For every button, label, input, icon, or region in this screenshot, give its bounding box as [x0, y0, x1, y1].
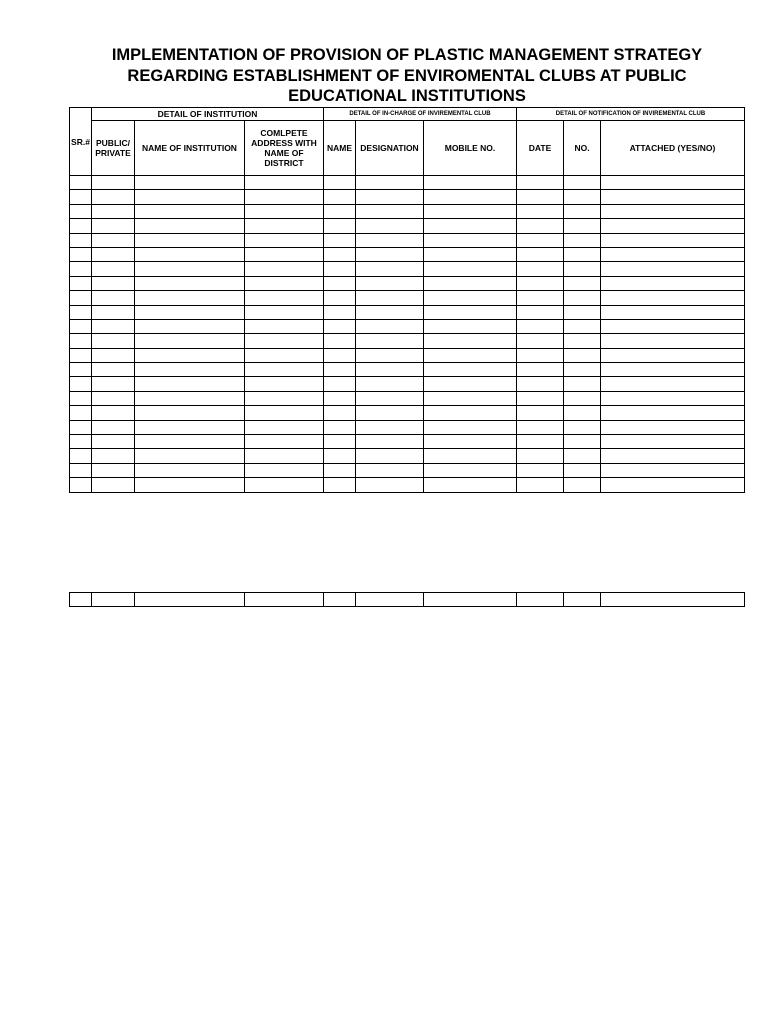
- table-cell[interactable]: [601, 319, 745, 333]
- table-cell[interactable]: [564, 435, 601, 449]
- table-cell[interactable]: [70, 435, 92, 449]
- table-row: [70, 593, 745, 607]
- table-cell[interactable]: [245, 478, 324, 492]
- table-cell[interactable]: [517, 276, 564, 290]
- table-cell[interactable]: [356, 219, 424, 233]
- header-date: DATE: [517, 121, 564, 176]
- table-cell[interactable]: [601, 262, 745, 276]
- table-cell[interactable]: [135, 478, 245, 492]
- table-cell[interactable]: [324, 593, 356, 607]
- table-cell[interactable]: [564, 233, 601, 247]
- table-cell[interactable]: [70, 190, 92, 204]
- table-cell[interactable]: [92, 276, 135, 290]
- table-cell[interactable]: [424, 319, 517, 333]
- table-cell[interactable]: [356, 406, 424, 420]
- table-cell[interactable]: [245, 463, 324, 477]
- table-cell[interactable]: [424, 449, 517, 463]
- table-cell[interactable]: [92, 435, 135, 449]
- table-cell[interactable]: [356, 334, 424, 348]
- table-cell[interactable]: [517, 463, 564, 477]
- table-cell[interactable]: [70, 363, 92, 377]
- table-cell[interactable]: [324, 406, 356, 420]
- title-line-2: REGARDING ESTABLISHMENT OF ENVIROMENTAL CLUBS AT PUBLIC: [127, 66, 687, 85]
- group-header-row: [70, 108, 745, 121]
- table-cell[interactable]: [245, 247, 324, 261]
- table-cell[interactable]: [92, 593, 135, 607]
- table-cell[interactable]: [70, 262, 92, 276]
- table-cell[interactable]: [564, 348, 601, 362]
- table-cell[interactable]: [135, 276, 245, 290]
- table-row: [70, 391, 745, 405]
- table-cell[interactable]: [70, 593, 92, 607]
- table-cell[interactable]: [92, 319, 135, 333]
- table-cell[interactable]: [70, 291, 92, 305]
- table-cell[interactable]: [356, 276, 424, 290]
- table-cell[interactable]: [424, 247, 517, 261]
- table-cell[interactable]: [245, 233, 324, 247]
- institutions-table: [69, 107, 745, 493]
- table-cell[interactable]: [517, 247, 564, 261]
- table-cell[interactable]: [70, 305, 92, 319]
- table-cell[interactable]: [324, 233, 356, 247]
- table-cell[interactable]: [424, 435, 517, 449]
- table-row: [70, 305, 745, 319]
- table-cell[interactable]: [517, 363, 564, 377]
- table-cell[interactable]: [245, 262, 324, 276]
- table-cell[interactable]: [324, 420, 356, 434]
- table-cell[interactable]: [70, 377, 92, 391]
- table-row: [70, 406, 745, 420]
- table-cell[interactable]: [324, 463, 356, 477]
- table-row: [70, 348, 745, 362]
- table-cell[interactable]: [92, 406, 135, 420]
- table-cell[interactable]: [424, 478, 517, 492]
- table-row: [70, 420, 745, 434]
- table-cell[interactable]: [70, 319, 92, 333]
- table-cell[interactable]: [424, 406, 517, 420]
- table-cell[interactable]: [324, 377, 356, 391]
- table-cell[interactable]: [245, 391, 324, 405]
- table-cell[interactable]: [324, 363, 356, 377]
- table-cell[interactable]: [135, 319, 245, 333]
- table-cell[interactable]: [92, 363, 135, 377]
- table-cell[interactable]: [356, 363, 424, 377]
- table-cell[interactable]: [245, 204, 324, 218]
- table-cell[interactable]: [92, 449, 135, 463]
- table-cell[interactable]: [324, 319, 356, 333]
- table-cell[interactable]: [92, 262, 135, 276]
- table-cell[interactable]: [564, 449, 601, 463]
- table-cell[interactable]: [245, 406, 324, 420]
- table-cell[interactable]: [135, 262, 245, 276]
- table-cell[interactable]: [517, 204, 564, 218]
- table-row: [70, 219, 745, 233]
- table-cell[interactable]: [135, 406, 245, 420]
- table-cell[interactable]: [601, 391, 745, 405]
- table-cell[interactable]: [324, 449, 356, 463]
- table-cell[interactable]: [92, 420, 135, 434]
- table-cell[interactable]: [601, 406, 745, 420]
- table-cell[interactable]: [517, 420, 564, 434]
- table-cell[interactable]: [135, 593, 245, 607]
- table-cell[interactable]: [601, 363, 745, 377]
- header-public-private: PUBLIC/ PRIVATE: [92, 121, 135, 176]
- table-cell[interactable]: [135, 420, 245, 434]
- table-cell[interactable]: [245, 377, 324, 391]
- table-cell[interactable]: [564, 204, 601, 218]
- table-cell[interactable]: [245, 420, 324, 434]
- table-cell[interactable]: [135, 219, 245, 233]
- table-cell[interactable]: [92, 176, 135, 190]
- table-cell[interactable]: [564, 319, 601, 333]
- table-cell[interactable]: [92, 291, 135, 305]
- table-cell[interactable]: [517, 406, 564, 420]
- table-cell[interactable]: [356, 305, 424, 319]
- table-cell[interactable]: [92, 463, 135, 477]
- table-row: [70, 247, 745, 261]
- table-cell[interactable]: [135, 247, 245, 261]
- table-cell[interactable]: [601, 233, 745, 247]
- table-cell[interactable]: [92, 233, 135, 247]
- table-cell[interactable]: [424, 233, 517, 247]
- table-cell[interactable]: [135, 190, 245, 204]
- table-cell[interactable]: [424, 377, 517, 391]
- table-cell[interactable]: [135, 176, 245, 190]
- table-cell[interactable]: [356, 435, 424, 449]
- table-cell[interactable]: [92, 247, 135, 261]
- table-cell[interactable]: [424, 276, 517, 290]
- table-cell[interactable]: [356, 463, 424, 477]
- table-cell[interactable]: [324, 305, 356, 319]
- table-cell[interactable]: [356, 233, 424, 247]
- table-cell[interactable]: [135, 463, 245, 477]
- table-cell[interactable]: [601, 176, 745, 190]
- table-cell[interactable]: [70, 204, 92, 218]
- table-cell[interactable]: [601, 204, 745, 218]
- table-cell[interactable]: [135, 334, 245, 348]
- table-cell[interactable]: [356, 391, 424, 405]
- table-row: [70, 276, 745, 290]
- table-cell[interactable]: [424, 204, 517, 218]
- table-cell[interactable]: [517, 319, 564, 333]
- table-cell[interactable]: [245, 219, 324, 233]
- table-cell[interactable]: [70, 276, 92, 290]
- table-cell[interactable]: [517, 262, 564, 276]
- table-cell[interactable]: [324, 262, 356, 276]
- table-cell[interactable]: [245, 593, 324, 607]
- table-cell[interactable]: [564, 463, 601, 477]
- header-address: COMLPETE ADDRESS WITH NAME OF DISTRICT: [245, 121, 324, 176]
- table-cell[interactable]: [601, 305, 745, 319]
- table-cell[interactable]: [324, 247, 356, 261]
- table-cell[interactable]: [135, 291, 245, 305]
- table-cell[interactable]: [517, 593, 564, 607]
- table-cell[interactable]: [601, 276, 745, 290]
- table-cell[interactable]: [424, 593, 517, 607]
- table-cell[interactable]: [92, 204, 135, 218]
- table-cell[interactable]: [424, 219, 517, 233]
- table-cell[interactable]: [135, 449, 245, 463]
- table-cell[interactable]: [601, 219, 745, 233]
- table-cell[interactable]: [135, 435, 245, 449]
- table-cell[interactable]: [356, 449, 424, 463]
- table-cell[interactable]: [601, 190, 745, 204]
- table-cell[interactable]: [135, 233, 245, 247]
- table-cell[interactable]: [601, 463, 745, 477]
- header-attached: ATTACHED (YES/NO): [601, 121, 745, 176]
- title-line-3: EDUCATIONAL INSTITUTIONS: [288, 87, 526, 105]
- table-cell[interactable]: [517, 478, 564, 492]
- table-cell[interactable]: [70, 449, 92, 463]
- table-cell[interactable]: [135, 305, 245, 319]
- table-cell[interactable]: [564, 190, 601, 204]
- column-header-row: [70, 121, 745, 176]
- table-cell[interactable]: [601, 334, 745, 348]
- group-detail-of-notification: DETAIL OF NOTIFICATION OF INVIREMENTAL CLUB: [517, 108, 745, 121]
- table-cell[interactable]: [564, 276, 601, 290]
- footer-blank-table: [69, 592, 745, 607]
- table-cell[interactable]: [517, 449, 564, 463]
- table-cell[interactable]: [245, 190, 324, 204]
- table-row: [70, 334, 745, 348]
- table-cell[interactable]: [92, 478, 135, 492]
- table-cell[interactable]: [564, 176, 601, 190]
- table-cell[interactable]: [564, 262, 601, 276]
- table-cell[interactable]: [424, 363, 517, 377]
- table-cell[interactable]: [92, 219, 135, 233]
- table-cell[interactable]: [356, 348, 424, 362]
- table-cell[interactable]: [517, 176, 564, 190]
- table-cell[interactable]: [601, 420, 745, 434]
- table-cell[interactable]: [245, 334, 324, 348]
- table-cell[interactable]: [324, 334, 356, 348]
- table-cell[interactable]: [601, 593, 745, 607]
- header-mobile-no: MOBILE NO.: [424, 121, 517, 176]
- table-cell[interactable]: [245, 449, 324, 463]
- table-cell[interactable]: [324, 478, 356, 492]
- table-cell[interactable]: [324, 219, 356, 233]
- table-cell[interactable]: [324, 276, 356, 290]
- table-cell[interactable]: [564, 363, 601, 377]
- table-cell[interactable]: [92, 377, 135, 391]
- table-cell[interactable]: [517, 391, 564, 405]
- table-cell[interactable]: [70, 406, 92, 420]
- table-cell[interactable]: [356, 204, 424, 218]
- table-cell[interactable]: [424, 176, 517, 190]
- table-cell[interactable]: [424, 190, 517, 204]
- table-cell[interactable]: [70, 348, 92, 362]
- table-cell[interactable]: [70, 463, 92, 477]
- table-cell[interactable]: [564, 593, 601, 607]
- table-cell[interactable]: [601, 478, 745, 492]
- table-row: [70, 363, 745, 377]
- table-cell[interactable]: [245, 435, 324, 449]
- table-cell[interactable]: [70, 176, 92, 190]
- group-detail-of-institution: DETAIL OF INSTITUTION: [92, 108, 324, 121]
- table-cell[interactable]: [517, 334, 564, 348]
- table-cell[interactable]: [356, 319, 424, 333]
- table-cell[interactable]: [517, 190, 564, 204]
- header-name: NAME: [324, 121, 356, 176]
- table-cell[interactable]: [564, 406, 601, 420]
- table-cell[interactable]: [70, 420, 92, 434]
- table-cell[interactable]: [564, 420, 601, 434]
- table-cell[interactable]: [135, 377, 245, 391]
- table-cell[interactable]: [245, 291, 324, 305]
- table-cell[interactable]: [245, 305, 324, 319]
- table-cell[interactable]: [424, 463, 517, 477]
- table-cell[interactable]: [92, 334, 135, 348]
- header-no: NO.: [564, 121, 601, 176]
- table-cell[interactable]: [517, 233, 564, 247]
- table-cell[interactable]: [245, 319, 324, 333]
- table-cell[interactable]: [356, 291, 424, 305]
- table-cell[interactable]: [70, 219, 92, 233]
- table-row: [70, 463, 745, 477]
- header-name-of-institution: NAME OF INSTITUTION: [135, 121, 245, 176]
- table-row: [70, 449, 745, 463]
- table-cell[interactable]: [564, 305, 601, 319]
- document-title: [60, 45, 754, 107]
- table-cell[interactable]: [424, 305, 517, 319]
- table-cell[interactable]: [135, 363, 245, 377]
- table-cell[interactable]: [356, 262, 424, 276]
- table-row: [70, 377, 745, 391]
- table-cell[interactable]: [356, 176, 424, 190]
- table-row: [70, 291, 745, 305]
- table-cell[interactable]: [601, 449, 745, 463]
- table-cell[interactable]: [424, 291, 517, 305]
- table-cell[interactable]: [564, 478, 601, 492]
- table-cell[interactable]: [245, 276, 324, 290]
- table-cell[interactable]: [135, 348, 245, 362]
- table-cell[interactable]: [92, 348, 135, 362]
- table-cell[interactable]: [601, 291, 745, 305]
- table-cell[interactable]: [564, 391, 601, 405]
- table-row: [70, 435, 745, 449]
- table-cell[interactable]: [356, 377, 424, 391]
- table-row: [70, 262, 745, 276]
- table-cell[interactable]: [324, 190, 356, 204]
- header-designation: DESIGNATION: [356, 121, 424, 176]
- table-cell[interactable]: [245, 348, 324, 362]
- table-cell[interactable]: [245, 176, 324, 190]
- table-cell[interactable]: [356, 593, 424, 607]
- table-row: [70, 176, 745, 190]
- table-cell[interactable]: [70, 233, 92, 247]
- table-cell[interactable]: [517, 377, 564, 391]
- header-sr: SR.#: [70, 108, 92, 176]
- table-row: [70, 190, 745, 204]
- table-cell[interactable]: [564, 291, 601, 305]
- table-cell[interactable]: [424, 348, 517, 362]
- table-row: [70, 204, 745, 218]
- table-cell[interactable]: [245, 363, 324, 377]
- table-cell[interactable]: [601, 247, 745, 261]
- table-cell[interactable]: [517, 348, 564, 362]
- table-cell[interactable]: [324, 176, 356, 190]
- table-cell[interactable]: [324, 291, 356, 305]
- table-cell[interactable]: [356, 190, 424, 204]
- table-cell[interactable]: [356, 247, 424, 261]
- table-cell[interactable]: [424, 391, 517, 405]
- table-cell[interactable]: [601, 377, 745, 391]
- table-cell[interactable]: [70, 247, 92, 261]
- table-cell[interactable]: [70, 391, 92, 405]
- table-cell[interactable]: [424, 420, 517, 434]
- table-cell[interactable]: [324, 435, 356, 449]
- group-detail-of-incharge: DETAIL OF IN-CHARGE OF INVIREMENTAL CLUB: [324, 108, 517, 121]
- table-cell[interactable]: [324, 391, 356, 405]
- title-line-1: IMPLEMENTATION OF PROVISION OF PLASTIC MANAGEMENT STRATEGY: [111, 46, 703, 64]
- table-cell[interactable]: [601, 435, 745, 449]
- table-cell[interactable]: [424, 262, 517, 276]
- table-cell[interactable]: [564, 247, 601, 261]
- table-cell[interactable]: [92, 305, 135, 319]
- table-row: [70, 233, 745, 247]
- table-row: [70, 319, 745, 333]
- table-cell[interactable]: [424, 334, 517, 348]
- table-cell[interactable]: [517, 219, 564, 233]
- table-cell[interactable]: [135, 391, 245, 405]
- table-cell[interactable]: [601, 348, 745, 362]
- table-cell[interactable]: [324, 348, 356, 362]
- table-cell[interactable]: [135, 204, 245, 218]
- table-cell[interactable]: [356, 420, 424, 434]
- table-cell[interactable]: [517, 305, 564, 319]
- table-cell[interactable]: [92, 391, 135, 405]
- table-cell[interactable]: [70, 478, 92, 492]
- table-row: [70, 478, 745, 492]
- table-cell[interactable]: [356, 478, 424, 492]
- table-cell[interactable]: [70, 334, 92, 348]
- table-cell[interactable]: [564, 219, 601, 233]
- table-cell[interactable]: [517, 435, 564, 449]
- table-cell[interactable]: [564, 334, 601, 348]
- table-cell[interactable]: [324, 204, 356, 218]
- table-cell[interactable]: [564, 377, 601, 391]
- table-cell[interactable]: [517, 291, 564, 305]
- table-cell[interactable]: [92, 190, 135, 204]
